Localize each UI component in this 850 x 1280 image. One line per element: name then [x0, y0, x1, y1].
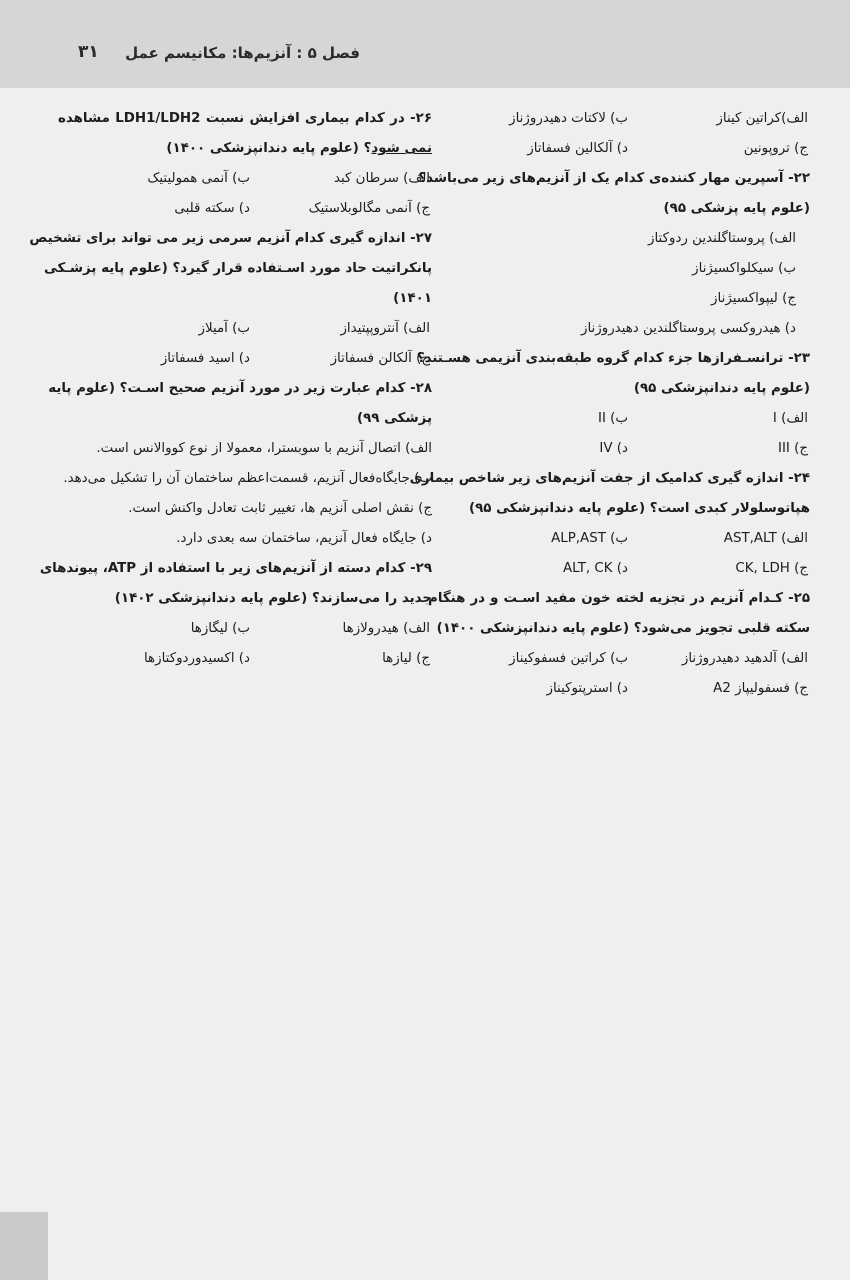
- answer-option: الف) I: [772, 411, 808, 426]
- question-line: پانکراتیت حاد مورد اسـتفاده قرار گیرد؟ (علوم پایه پزشـکی: [43, 261, 432, 276]
- question-line: ۲۸- کدام عبارت زیر در مورد آنزیم صحیح اسـت؟ (علوم پایه: [48, 381, 432, 396]
- answer-option: د) سکته قلبی: [174, 201, 250, 216]
- answer-option: د) اسید فسفاتاز: [160, 351, 250, 366]
- answer-option: د) هیدروکسی پروستاگلندین دهیدروژناز: [581, 321, 796, 336]
- page-header: [0, 0, 850, 88]
- answer-option: الف) اتصال آنزیم با سوبسترا، معمولا از نوع کووالانس است.: [96, 441, 432, 456]
- answer-option-row: [428, 104, 810, 134]
- answer-option: د) IV: [599, 441, 628, 456]
- answer-option: ب) لیگازها: [190, 621, 250, 636]
- answer-option: الف) آلدهید دهیدروژناز: [681, 651, 808, 666]
- answer-option: الف) سرطان کبد: [333, 171, 430, 186]
- answer-option: الف) هیدرولازها: [342, 621, 430, 636]
- answer-option: د) استرپتوکیناز: [546, 681, 628, 696]
- left-column: [29, 104, 432, 674]
- answer-option: ب) کراتین فسفوکیناز: [509, 651, 628, 666]
- answer-option: الف)کراتین کیناز: [716, 111, 808, 126]
- answer-option: ج) تروپونین: [743, 141, 808, 156]
- answer-option: ب) آمیلاز: [198, 321, 250, 336]
- chapter-title: فصل ۵ : آنزیم‌ها: مکانیسم عمل: [125, 44, 360, 62]
- answer-option: ج) لیازها: [382, 651, 430, 666]
- question-line: ۲۳- ترانسـفرازها جزء کدام گروه طبقه‌بندی آنزیمی هسـتند؟: [416, 351, 810, 366]
- answer-option: ج) آنمی مگالوبلاستیک: [308, 201, 430, 216]
- answer-option-row: [428, 554, 810, 584]
- answer-option-row: [58, 614, 432, 644]
- underlined-emphasis: نمی شود: [371, 141, 432, 156]
- answer-option: ب) ALP,AST: [551, 531, 628, 546]
- question-line: (علوم پایه دندانپزشکی ۹۵): [633, 381, 810, 396]
- answer-option: ب) آنمی همولیتیک: [147, 171, 250, 186]
- question-line: [58, 134, 432, 164]
- page-number: ۳۱: [78, 42, 99, 62]
- answer-option: ج) نقش اصلی آنزیم ها، تغییر ثابت تعادل واکنش است.: [128, 501, 432, 516]
- answer-option: د) ALT, CK: [562, 561, 628, 576]
- answer-option: الف) آنتروپپتیداز: [340, 321, 430, 336]
- answer-option-row: [58, 314, 432, 344]
- answer-option-row: [428, 134, 810, 164]
- answer-option: د) جایگاه فعال آنزیم، ساختمان سه بعدی دارد.: [176, 531, 432, 546]
- question-line: (علوم پایه پزشکی ۹۵): [663, 201, 810, 216]
- answer-option-row: [58, 194, 432, 224]
- answer-option-row: [428, 644, 810, 674]
- question-line: ۱۴۰۱): [393, 291, 432, 306]
- answer-option-row: [428, 404, 810, 434]
- answer-option-row: [428, 674, 810, 704]
- question-line: سکته قلبی تجویز می‌شود؟ (علوم پایه دندانپزشکی ۱۴۰۰): [436, 621, 810, 636]
- answer-option-row: [58, 644, 432, 674]
- answer-option: ج) فسفولیپاز A2: [713, 681, 808, 696]
- answer-option: الف) AST,ALT: [723, 531, 808, 546]
- answer-option: ب) جایگاه‌فعال آنزیم، قسمت‌اعظم ساختمان آن را تشکیل می‌دهد.: [63, 471, 432, 486]
- answer-option-row: [428, 434, 810, 464]
- answer-option: ج) III: [778, 441, 808, 456]
- answer-option-row: [428, 524, 810, 554]
- answer-option: د) آلکالین فسفاتاز: [527, 141, 628, 156]
- question-line: ۲۶- در کدام بیماری افزایش نسبت LDH1/LDH2 مشاهده: [58, 111, 432, 126]
- question-line: ۲۵- کـدام آنزیم در تجزیه لخته خون مفید اسـت و در هنگام: [428, 591, 810, 606]
- question-line: پزشکی ۹۹): [356, 411, 432, 426]
- question-line: ۲۲- آسپرین مهار کننده‌ی کدام یک از آنزیم‌های زیر می‌باشد؟: [418, 171, 810, 186]
- answer-option: الف) پروستاگلندین ردوکتاز: [648, 231, 796, 246]
- question-line: جدید را می‌سازند؟ (علوم پایه دندانپزشکی ۱۴۰۲): [114, 591, 432, 606]
- question-line: ۲۴- اندازه گیری کدامیک از جفت آنزیم‌های زیر شاخص بیماری: [409, 471, 810, 486]
- answer-option: ب) سیکلواکسیژناز: [692, 261, 796, 276]
- question-line: ۲۷- اندازه گیری کدام آنزیم سرمی زیر می تواند برای تشخیص: [29, 231, 432, 246]
- answer-option-row: [58, 164, 432, 194]
- answer-option: ب) لاکتات دهیدروژناز: [509, 111, 628, 126]
- question-source: ؟ (علوم پایه دندانپزشکی ۱۴۰۰): [166, 141, 372, 156]
- page-edge: [0, 1212, 48, 1280]
- answer-option: ج) CK, LDH: [735, 561, 808, 576]
- answer-option: ج) لیپواکسیژناز: [711, 291, 796, 306]
- question-line: هپاتوسلولار کبدی است؟ (علوم پایه دندانپزشکی ۹۵): [468, 501, 810, 516]
- answer-option-row: [58, 344, 432, 374]
- answer-option: ج) آلکالن فسفاتاز: [330, 351, 430, 366]
- answer-option: ب) II: [598, 411, 628, 426]
- question-line: ۲۹- کدام دسته از آنزیم‌های زیر با استفاده از ATP، پیوندهای: [39, 561, 432, 576]
- answer-option: د) اکسیدوردوکتازها: [143, 651, 250, 666]
